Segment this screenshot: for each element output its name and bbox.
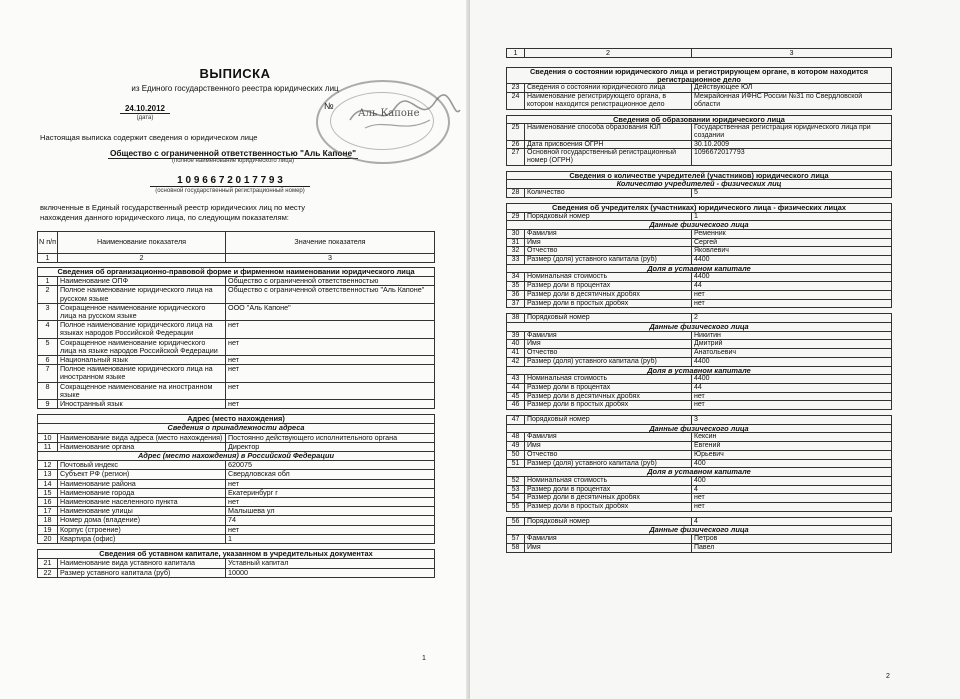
table-row bbox=[507, 282, 892, 291]
row-number: 27 bbox=[507, 149, 525, 165]
number-label: № bbox=[324, 101, 334, 111]
row-number: 56 bbox=[507, 517, 525, 526]
subsection-person-data bbox=[507, 424, 892, 433]
row-number: 18 bbox=[38, 516, 58, 525]
row-value: 1 bbox=[226, 534, 435, 543]
table-row bbox=[507, 299, 892, 308]
row-value: нет bbox=[226, 382, 435, 399]
subsection-person-data-cell: Данные физического лица bbox=[507, 322, 892, 331]
row-value: нет bbox=[692, 401, 892, 410]
row-value: Государственная регистрация юридического лица при создании bbox=[692, 124, 892, 140]
row-name: Сокращенное наименование на иностранном языке bbox=[58, 382, 226, 399]
included-line-2: нахождения данного юридического лица, по следующим показателям: bbox=[40, 213, 289, 222]
table-row bbox=[507, 256, 892, 265]
row-number: 46 bbox=[507, 401, 525, 410]
row-value: 620075 bbox=[226, 461, 435, 470]
row-value: 10000 bbox=[226, 568, 435, 577]
section-title-opf-cell: Сведения об организационно-правовой форме и фирменном наименовании юридического лица bbox=[38, 268, 435, 277]
table-row bbox=[38, 568, 435, 577]
row-value: 4400 bbox=[692, 273, 892, 282]
table-row bbox=[38, 338, 435, 355]
table-row bbox=[507, 340, 892, 349]
row-name: Субъект РФ (регион) bbox=[58, 470, 226, 479]
row-value: Малышева ул bbox=[226, 507, 435, 516]
row-number: 30 bbox=[507, 229, 525, 238]
table-row bbox=[507, 273, 892, 282]
table-row bbox=[38, 479, 435, 488]
row-name: Размер доли в простых дробях bbox=[525, 299, 692, 308]
left-page bbox=[0, 0, 470, 699]
table-row bbox=[38, 525, 435, 534]
row-value: 4 bbox=[692, 485, 892, 494]
row-number: 52 bbox=[507, 476, 525, 485]
row-number: 39 bbox=[507, 331, 525, 340]
row-name: Размер доли в простых дробях bbox=[525, 503, 692, 512]
row-number: 6 bbox=[38, 356, 58, 365]
table-row bbox=[38, 433, 435, 442]
row-value: Общество с ограниченной ответственностью bbox=[226, 277, 435, 286]
row-name: Фамилия bbox=[525, 331, 692, 340]
row-value: нет bbox=[226, 338, 435, 355]
table-row bbox=[507, 93, 892, 109]
table-row bbox=[507, 149, 892, 165]
row-name: Размер уставного капитала (руб) bbox=[58, 568, 226, 577]
row-name: Фамилия bbox=[525, 433, 692, 442]
header-num-1: 1 bbox=[38, 254, 58, 263]
row-name: Размер (доля) уставного капитала (руб) bbox=[525, 357, 692, 366]
row-value: Общество с ограниченной ответственностью "Аль Капоне" bbox=[226, 286, 435, 303]
row-value: нет bbox=[692, 299, 892, 308]
page-title: ВЫПИСКА bbox=[199, 66, 271, 81]
ogrn-caption: (основной государственный регистрационный номер) bbox=[155, 188, 305, 194]
row-number: 4 bbox=[38, 321, 58, 338]
section-title-address-cell: Адрес (место нахождения) bbox=[38, 415, 435, 424]
row-name: Размер доли в процентах bbox=[525, 383, 692, 392]
row-name: Наименование города bbox=[58, 488, 226, 497]
row-name: Наименование вида уставного капитала bbox=[58, 559, 226, 568]
row-name: Размер доли в процентах bbox=[525, 485, 692, 494]
row-value: Дмитрий bbox=[692, 340, 892, 349]
row-number: 11 bbox=[38, 442, 58, 451]
subsection-share-cell: Доля в уставном капитале bbox=[507, 264, 892, 273]
row-number: 14 bbox=[38, 479, 58, 488]
row-value: Сергей bbox=[692, 238, 892, 247]
row-number: 20 bbox=[38, 534, 58, 543]
row-value: ООО "Аль Капоне" bbox=[226, 303, 435, 320]
row-number: 57 bbox=[507, 535, 525, 544]
row-number: 55 bbox=[507, 503, 525, 512]
header-col-num: N п/п bbox=[38, 232, 58, 254]
row-number: 24 bbox=[507, 93, 525, 109]
row-name: Имя bbox=[525, 543, 692, 552]
table-row bbox=[38, 400, 435, 409]
row-number: 23 bbox=[507, 84, 525, 93]
row-value: нет bbox=[692, 494, 892, 503]
row-name: Наименование вида адреса (место нахождения) bbox=[58, 433, 226, 442]
row-value: нет bbox=[692, 392, 892, 401]
table-row bbox=[507, 535, 892, 544]
table-row bbox=[38, 321, 435, 338]
ogrn-number: 1 0 9 6 6 7 2 0 1 7 7 9 3 bbox=[150, 175, 310, 187]
table-row bbox=[507, 331, 892, 340]
row-name: Размер доли в десятичных дробях bbox=[525, 494, 692, 503]
row-value: Ременник bbox=[692, 229, 892, 238]
row-name: Имя bbox=[525, 340, 692, 349]
row-name: Полное наименование юридического лица на языках народов Российской Федерации bbox=[58, 321, 226, 338]
row-value: 400 bbox=[692, 476, 892, 485]
row-value: Анатольевич bbox=[692, 349, 892, 358]
included-line-1: включенные в Единый государственный реестр юридических лиц по месту bbox=[40, 203, 306, 212]
row-number: 21 bbox=[38, 559, 58, 568]
row-name: Размер (доля) уставного капитала (руб) bbox=[525, 459, 692, 468]
subsection-share-cell: Доля в уставном капитале bbox=[507, 468, 892, 477]
row-value: 74 bbox=[226, 516, 435, 525]
subsection-share-cell: Доля в уставном капитале bbox=[507, 366, 892, 375]
row-name: Наименование улицы bbox=[58, 507, 226, 516]
row-number: 19 bbox=[38, 525, 58, 534]
table-row bbox=[38, 365, 435, 382]
row-number: 10 bbox=[38, 433, 58, 442]
row-name: Квартира (офис) bbox=[58, 534, 226, 543]
row-value: Екатеринбург г bbox=[226, 488, 435, 497]
table-row bbox=[507, 476, 892, 485]
table-row bbox=[507, 543, 892, 552]
table-row bbox=[507, 140, 892, 149]
table-row bbox=[507, 84, 892, 93]
row-number: 54 bbox=[507, 494, 525, 503]
subsection-address-rf-cell: Адрес (место нахождения) в Российской Федерации bbox=[38, 452, 435, 461]
table-row bbox=[507, 433, 892, 442]
row-value: 1 bbox=[692, 212, 892, 221]
table-row bbox=[507, 383, 892, 392]
section-title-founders bbox=[507, 203, 892, 212]
row-name: Наименование населенного пункта bbox=[58, 498, 226, 507]
row-value: Никитин bbox=[692, 331, 892, 340]
row-name: Сведения о состоянии юридического лица bbox=[525, 84, 692, 93]
header-col-name: Наименование показателя bbox=[58, 232, 226, 254]
right-header-table bbox=[506, 48, 892, 58]
row-number: 43 bbox=[507, 375, 525, 384]
row-number: 1 bbox=[38, 277, 58, 286]
row-value: нет bbox=[692, 503, 892, 512]
row-number: 8 bbox=[38, 382, 58, 399]
row-name: Иностранный язык bbox=[58, 400, 226, 409]
row-name: Фамилия bbox=[525, 535, 692, 544]
row-value: 4400 bbox=[692, 375, 892, 384]
row-value: Павел bbox=[692, 543, 892, 552]
subsection-founder-count-cell: Количество учредителей - физических лиц bbox=[507, 180, 892, 189]
row-name: Корпус (строение) bbox=[58, 525, 226, 534]
row-number: 28 bbox=[507, 189, 525, 198]
row-value: нет bbox=[226, 479, 435, 488]
table-row bbox=[507, 392, 892, 401]
row-value: 2 bbox=[692, 314, 892, 323]
row-number: 48 bbox=[507, 433, 525, 442]
row-name: Количество bbox=[525, 189, 692, 198]
row-value: Юрьевич bbox=[692, 450, 892, 459]
subsection-share bbox=[507, 366, 892, 375]
row-value: 44 bbox=[692, 282, 892, 291]
row-value: нет bbox=[226, 365, 435, 382]
table-row bbox=[507, 247, 892, 256]
row-number: 53 bbox=[507, 485, 525, 494]
row-name: Номинальная стоимость bbox=[525, 476, 692, 485]
section-title-founders-cell: Сведения об учредителях (участниках) юридического лица - физических лицах bbox=[507, 203, 892, 212]
subsection-address-ownership-cell: Сведения о принадлежности адреса bbox=[38, 424, 435, 433]
row-number: 35 bbox=[507, 282, 525, 291]
row-value: 4 bbox=[692, 517, 892, 526]
row-name: Номинальная стоимость bbox=[525, 273, 692, 282]
row-number: 33 bbox=[507, 256, 525, 265]
subsection-share bbox=[507, 468, 892, 477]
row-number: 3 bbox=[38, 303, 58, 320]
left-data-table bbox=[37, 267, 435, 578]
stamp-text: Аль Капоне bbox=[358, 108, 420, 119]
row-value: Свердловская обл bbox=[226, 470, 435, 479]
row-number: 16 bbox=[38, 498, 58, 507]
section-title-state bbox=[507, 68, 892, 84]
table-row bbox=[507, 450, 892, 459]
row-name: Номер дома (владение) bbox=[58, 516, 226, 525]
row-number: 9 bbox=[38, 400, 58, 409]
row-value: 4400 bbox=[692, 256, 892, 265]
right-header-num-1: 1 bbox=[507, 49, 525, 58]
row-name: Порядковый номер bbox=[525, 416, 692, 425]
header-num-3: 3 bbox=[226, 254, 435, 263]
table-row bbox=[507, 238, 892, 247]
subsection-founder-count bbox=[507, 180, 892, 189]
row-name: Почтовый индекс bbox=[58, 461, 226, 470]
row-name: Наименование органа bbox=[58, 442, 226, 451]
row-value: нет bbox=[692, 290, 892, 299]
table-row bbox=[38, 470, 435, 479]
row-number: 26 bbox=[507, 140, 525, 149]
row-number: 50 bbox=[507, 450, 525, 459]
row-name: Сокращенное наименование юридического лица на языке народов Российской Федерации bbox=[58, 338, 226, 355]
row-name: Размер доли в десятичных дробях bbox=[525, 290, 692, 299]
table-row bbox=[507, 189, 892, 198]
org-name: Общество с ограниченной ответственностью "Аль Капоне" bbox=[109, 148, 357, 158]
header-col-value: Значение показателя bbox=[226, 232, 435, 254]
row-name: Полное наименование юридического лица на иностранном языке bbox=[58, 365, 226, 382]
row-value: 5 bbox=[692, 189, 892, 198]
subsection-person-data-cell: Данные физического лица bbox=[507, 424, 892, 433]
row-number: 47 bbox=[507, 416, 525, 425]
row-value: Директор bbox=[226, 442, 435, 451]
row-name: Наименование ОПФ bbox=[58, 277, 226, 286]
row-number: 17 bbox=[38, 507, 58, 516]
row-number: 40 bbox=[507, 340, 525, 349]
row-value: 30.10.2009 bbox=[692, 140, 892, 149]
row-value: 3 bbox=[692, 416, 892, 425]
row-number: 58 bbox=[507, 543, 525, 552]
row-value: 44 bbox=[692, 383, 892, 392]
page-subtitle: из Единого государственного реестра юридических лиц bbox=[131, 84, 339, 93]
row-name: Порядковый номер bbox=[525, 212, 692, 221]
table-row bbox=[507, 503, 892, 512]
row-number: 44 bbox=[507, 383, 525, 392]
right-page bbox=[470, 0, 960, 699]
row-number: 5 bbox=[38, 338, 58, 355]
row-number: 2 bbox=[38, 286, 58, 303]
subsection-person-data bbox=[507, 322, 892, 331]
row-name: Отчество bbox=[525, 247, 692, 256]
row-name: Размер доли в простых дробях bbox=[525, 401, 692, 410]
subsection-person-data bbox=[507, 221, 892, 230]
row-value: Действующее ЮЛ bbox=[692, 84, 892, 93]
row-number: 42 bbox=[507, 357, 525, 366]
row-value: нет bbox=[226, 525, 435, 534]
row-number: 7 bbox=[38, 365, 58, 382]
row-name: Имя bbox=[525, 442, 692, 451]
subsection-person-data-cell: Данные физического лица bbox=[507, 526, 892, 535]
row-number: 51 bbox=[507, 459, 525, 468]
page-number-right: 2 bbox=[886, 673, 890, 680]
extract-date: 24.10.2012 bbox=[120, 104, 170, 114]
row-number: 12 bbox=[38, 461, 58, 470]
table-row bbox=[38, 382, 435, 399]
row-name: Размер (доля) уставного капитала (руб) bbox=[525, 256, 692, 265]
row-name: Дата присвоения ОГРН bbox=[525, 140, 692, 149]
row-value: 4400 bbox=[692, 357, 892, 366]
table-row bbox=[38, 303, 435, 320]
section-title-formation bbox=[507, 115, 892, 124]
row-name: Отчество bbox=[525, 349, 692, 358]
table-row bbox=[507, 485, 892, 494]
row-name: Наименование регистрирующего органа, в котором находится регистрационное дело bbox=[525, 93, 692, 109]
table-row bbox=[507, 290, 892, 299]
row-value: нет bbox=[226, 400, 435, 409]
row-number: 38 bbox=[507, 314, 525, 323]
row-name: Размер доли в десятичных дробях bbox=[525, 392, 692, 401]
right-data-table bbox=[506, 67, 892, 553]
row-name: Наименование способа образования ЮЛ bbox=[525, 124, 692, 140]
row-value: 1096672017793 bbox=[692, 149, 892, 165]
row-name: Сокращенное наименование юридического лица на русском языке bbox=[58, 303, 226, 320]
right-header-num-3: 3 bbox=[692, 49, 892, 58]
date-caption: (дата) bbox=[136, 115, 154, 121]
table-row bbox=[507, 401, 892, 410]
row-number: 15 bbox=[38, 488, 58, 497]
row-name: Наименование района bbox=[58, 479, 226, 488]
subsection-address-ownership bbox=[38, 424, 435, 433]
header-table bbox=[37, 231, 435, 263]
page-number-left: 1 bbox=[422, 655, 426, 662]
row-number: 41 bbox=[507, 349, 525, 358]
table-row bbox=[507, 349, 892, 358]
header-num-2: 2 bbox=[58, 254, 226, 263]
row-name: Размер доли в процентах bbox=[525, 282, 692, 291]
subsection-person-data bbox=[507, 526, 892, 535]
table-row bbox=[507, 442, 892, 451]
row-name: Фамилия bbox=[525, 229, 692, 238]
org-name-caption: (полное наименование юридического лица) bbox=[171, 158, 295, 164]
row-number: 13 bbox=[38, 470, 58, 479]
section-title-founder-count-cell: Сведения о количестве учредителей (участников) юридического лица bbox=[507, 171, 892, 180]
section-title-formation-cell: Сведения об образовании юридического лица bbox=[507, 115, 892, 124]
table-row bbox=[38, 534, 435, 543]
row-value: Кексин bbox=[692, 433, 892, 442]
table-row bbox=[38, 516, 435, 525]
subsection-share bbox=[507, 264, 892, 273]
row-number: 31 bbox=[507, 238, 525, 247]
row-number: 32 bbox=[507, 247, 525, 256]
row-value: Постоянно действующего исполнительного органа bbox=[226, 433, 435, 442]
row-value: Уставный капитал bbox=[226, 559, 435, 568]
row-name: Отчество bbox=[525, 450, 692, 459]
row-value: Межрайонная ИФНС России №31 по Свердловской области bbox=[692, 93, 892, 109]
row-name: Порядковый номер bbox=[525, 517, 692, 526]
table-row bbox=[38, 559, 435, 568]
row-number: 45 bbox=[507, 392, 525, 401]
table-row bbox=[507, 494, 892, 503]
row-number: 36 bbox=[507, 290, 525, 299]
table-row bbox=[507, 416, 892, 425]
row-number: 25 bbox=[507, 124, 525, 140]
row-name: Полное наименование юридического лица на русском языке bbox=[58, 286, 226, 303]
table-row bbox=[38, 286, 435, 303]
row-number: 22 bbox=[38, 568, 58, 577]
row-number: 49 bbox=[507, 442, 525, 451]
row-name: Основной государственный регистрационный номер (ОГРН) bbox=[525, 149, 692, 165]
row-number: 34 bbox=[507, 273, 525, 282]
row-value: Евгений bbox=[692, 442, 892, 451]
row-value: 400 bbox=[692, 459, 892, 468]
row-value: нет bbox=[226, 356, 435, 365]
row-name: Номинальная стоимость bbox=[525, 375, 692, 384]
right-header-num-2: 2 bbox=[525, 49, 692, 58]
intro-text: Настоящая выписка содержит сведения о юридическом лице bbox=[40, 133, 258, 142]
table-row bbox=[507, 357, 892, 366]
row-name: Порядковый номер bbox=[525, 314, 692, 323]
row-value: нет bbox=[226, 321, 435, 338]
row-value: нет bbox=[226, 498, 435, 507]
row-value: Петров bbox=[692, 535, 892, 544]
row-value: Яковлевич bbox=[692, 247, 892, 256]
section-title-capital-cell: Сведения об уставном капитале, указанном в учредительных документах bbox=[38, 550, 435, 559]
row-number: 29 bbox=[507, 212, 525, 221]
row-name: Имя bbox=[525, 238, 692, 247]
subsection-person-data-cell: Данные физического лица bbox=[507, 221, 892, 230]
row-name: Национальный язык bbox=[58, 356, 226, 365]
table-row bbox=[507, 229, 892, 238]
section-title-state-cell: Сведения о состоянии юридического лица и регистрирующем органе, в котором находится регистрационное дело bbox=[507, 68, 892, 84]
row-number: 37 bbox=[507, 299, 525, 308]
table-row bbox=[507, 375, 892, 384]
table-row bbox=[507, 124, 892, 140]
